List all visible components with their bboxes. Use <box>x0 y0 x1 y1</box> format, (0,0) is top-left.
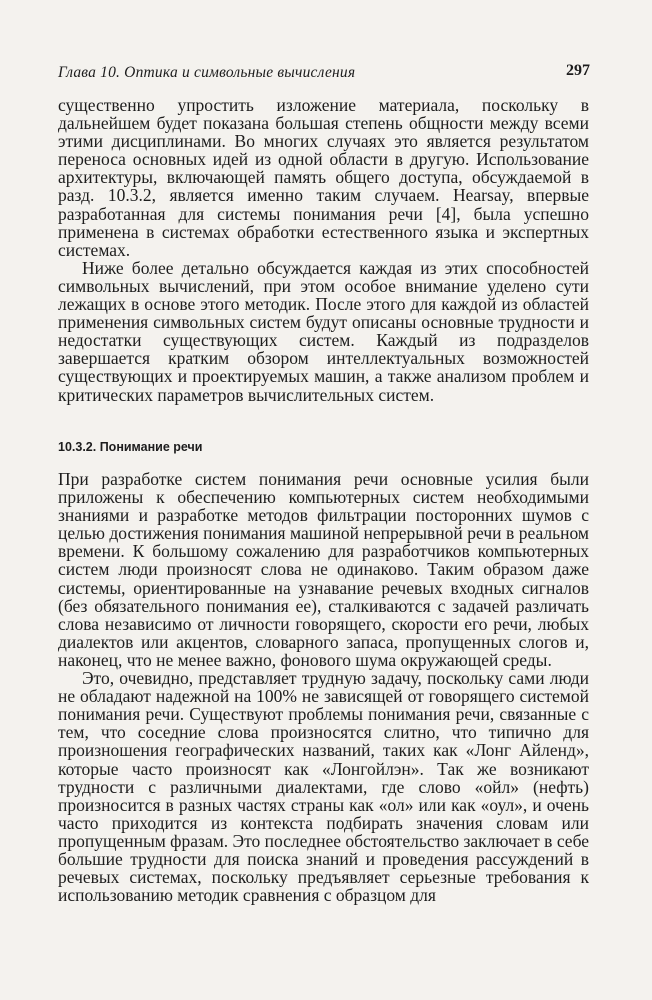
paragraph: Ниже более детально обсуждается каждая из этих способностей символьных вычислений, при этом особое внимание уделено сути лежащих в основе этого методик. После этого для каждой из областей применения символьных систем будут описаны основные трудности и недостатки существующих систем. Каждый из подразделов завершается кратким обзором интеллектуальных возможностей существующих и проектируемых машин, а также анализом проблем и критических параметров вычислительных систем. <box>58 257 589 405</box>
section-heading: 10.3.2. Понимание речи <box>58 440 203 454</box>
running-head <box>58 62 590 86</box>
section-speech-understanding <box>58 470 589 904</box>
paragraph: При разработке систем понимания речи основные усилия были приложены к обеспечению компьютерных систем необходимыми знаниями и разработке методов фильтрации посторонних шумов с целью достижения понимания машиной непрерывной речи в реальном времени. К большому сожалению для разработчиков компьютерных систем люди произносят слова не одинаково. Таким образом даже системы, ориентированные на узнавание речевых входных сигналов (без обязательного понимания ее), сталкиваются с задачей различать слова независимо от личности говорящего, скорости его речи, любых диалектов или акцентов, словарного запаса, пропущенных слогов и, наконец, что не менее важно, фонового шума окружающей среды. <box>58 469 589 670</box>
paragraph: существенно упростить изложение материала, поскольку в дальнейшем будет показана большая степень общности между всеми этими дисциплинами. Во многих случаях это является результатом переноса основных идей из одной области в другую. Использование архитектуры, включающей память общего доступа, обсуждаемой в разд. 10.3.2, является именно таким случаем. Hearsay, впервые разработанная для системы понимания речи [4], была успешно применена в системах обработки естественного языка и экспертных системах. <box>58 95 589 260</box>
page-number: 297 <box>566 62 590 79</box>
section-continuation <box>58 96 589 404</box>
running-title: Глава 10. Оптика и символьные вычисления <box>58 64 356 81</box>
paragraph: Это, очевидно, представляет трудную задачу, поскольку сами люди не обладают надежной на 100% не зависящей от говорящего системой понимания речи. Существуют проблемы понимания речи, связанные с тем, что соседние слова произносятся слитно, что типично для произношения географических названий, таких как «Лонг Айленд», которые часто произносят как «Лонгойлэн». Так же возникают трудности с различными диалектами, где слово «ойл» (нефть) произносится в разных частях страны как «ол» или как «оул», и очень часто приходится из контекста подбирать значения словам или пропущенным фразам. Это последнее обстоятельство заключает в себе большие трудности для поиска знаний и проведения рассуждений в речевых системах, поскольку предъявляет серьезные требования к использованию методик сравнения с образцом для <box>58 668 590 906</box>
